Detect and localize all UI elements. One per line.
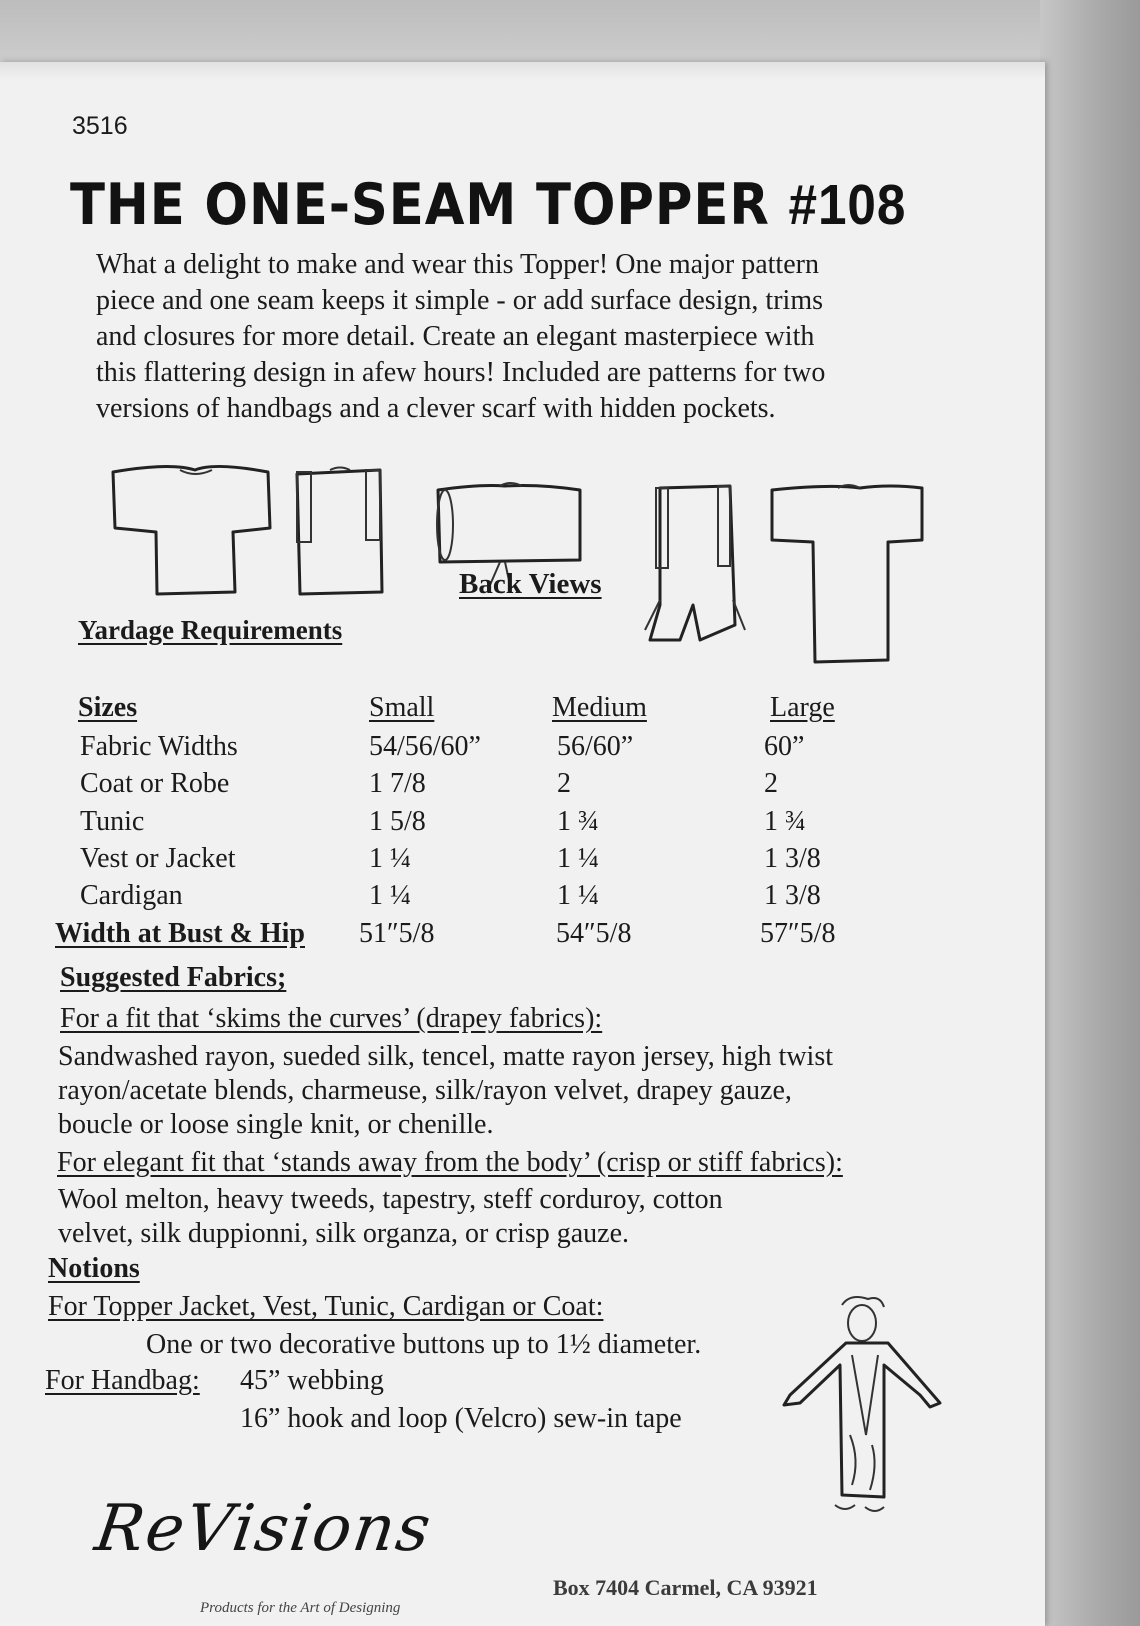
table-cell: 1 ¼ [369,880,411,911]
table-cell: Vest or Jacket [80,843,236,874]
table-cell: 1 ¼ [369,843,411,874]
description-line: piece and one seam keeps it simple - or add surface design, trims [96,285,823,316]
table-cell: 1 3/8 [764,880,821,911]
handbag-notions-line: 16” hook and loop (Velcro) sew-in tape [240,1403,682,1434]
crisp-fabrics-line: velvet, silk duppionni, silk organza, or crisp gauze. [58,1218,630,1249]
pattern-code: 3516 [72,112,128,140]
handbag-notions-heading: For Handbag: [45,1365,200,1396]
table-cell: 54/56/60” [369,731,481,762]
width-at-bust-medium: 54″5/8 [556,918,632,949]
drapey-fabrics-line: rayon/acetate blends, charmeuse, silk/rayon velvet, drapey gauze, [58,1075,792,1106]
brand-tagline: Products for the Art of Designing [200,1600,401,1616]
notions-heading: Notions [48,1253,140,1284]
table-cell: 56/60” [557,731,634,762]
table-cell: 60” [764,731,805,762]
description-line: versions of handbags and a clever scarf with hidden pockets. [96,393,776,424]
table-cell: 1 ¾ [764,806,806,837]
garment-sketch-side-narrow [297,468,382,595]
table-cell: 1 ¼ [557,843,599,874]
description-line: and closures for more detail. Create an elegant masterpiece with [96,321,815,352]
back-views-label: Back Views [459,568,602,600]
table-cell: 1 5/8 [369,806,426,837]
handbag-notions-line: 45” webbing [240,1365,384,1396]
drapey-fabrics-line: boucle or loose single knit, or chenille. [58,1109,494,1140]
table-header-cell: Large [770,692,835,723]
table-cell: Cardigan [80,880,183,911]
table-header-cell: Sizes [78,692,138,723]
table-cell: Tunic [80,806,145,837]
crisp-fabrics-line: Wool melton, heavy tweeds, tapestry, steff corduroy, cotton [58,1184,723,1215]
width-at-bust-small: 51″5/8 [359,918,435,949]
table-header-cell: Small [369,692,435,723]
topper-notions-heading: For Topper Jacket, Vest, Tunic, Cardigan or Coat: [48,1291,604,1322]
title-text: THE ONE-SEAM TOPPER [70,172,770,238]
yardage-heading: Yardage Requirements [78,615,343,645]
crisp-fabrics-heading: For elegant fit that ‘stands away from the body’ (crisp or stiff fabrics): [57,1147,843,1178]
table-cell: Coat or Robe [80,768,230,799]
table-cell: 1 3/8 [764,843,821,874]
garment-sketch-back-long [645,486,745,640]
description-line: What a delight to make and wear this Topper! One major pattern [96,249,819,280]
table-cell: 2 [764,768,778,799]
model-sketch [780,1285,960,1565]
background-right [1040,0,1140,1626]
width-at-bust-large: 57″5/8 [760,918,836,949]
description-line: this flattering design in afew hours! Included are patterns for two [96,357,826,388]
table-header-cell: Medium [552,692,647,723]
drapey-fabrics-line: Sandwashed rayon, sueded silk, tencel, matte rayon jersey, high twist [58,1041,833,1072]
table-cell: 1 7/8 [369,768,426,799]
topper-notions-line: One or two decorative buttons up to 1½ diameter. [146,1329,702,1360]
table-cell: 2 [557,768,571,799]
table-cell: 1 ¼ [557,880,599,911]
table-cell: 1 ¾ [557,806,599,837]
fabrics-heading: Suggested Fabrics; [60,962,287,993]
brand-address: Box 7404 Carmel, CA 93921 [553,1575,818,1600]
title-number: #108 [788,173,907,237]
drapey-fabrics-heading: For a fit that ‘skims the curves’ (drapey fabrics): [60,1003,603,1034]
table-cell: Fabric Widths [80,731,238,762]
garment-sketch-back-robe [772,485,922,662]
width-at-bust-label: Width at Bust & Hip [55,918,305,949]
brand-logo: ReVisions [90,1492,437,1566]
garment-sketch-front-wide [113,466,270,594]
